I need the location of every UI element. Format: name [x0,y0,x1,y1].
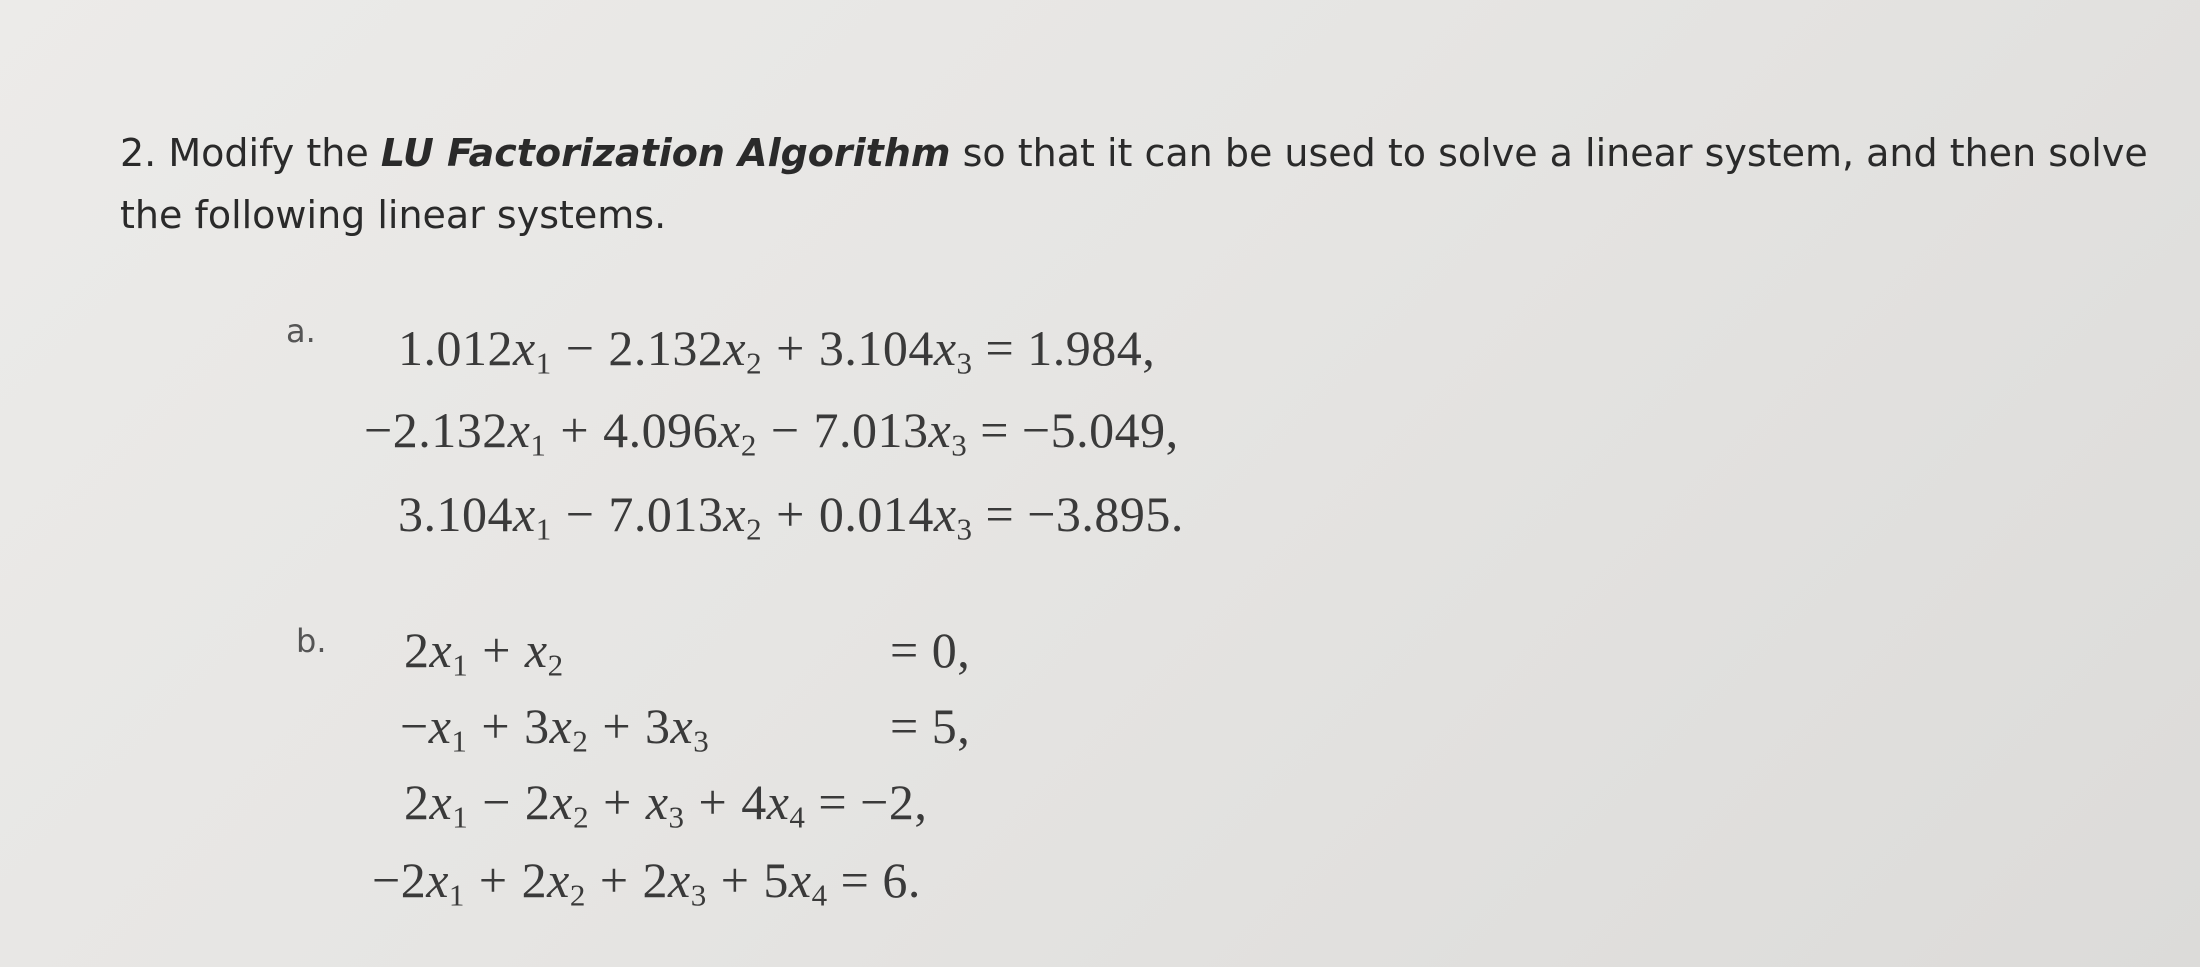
system-b-equation: $-x_1 + 3x_2 + 3x_3$ [400,698,710,759]
system-a-equation: $3.104x_1 - 7.013x_2 + 0.014x_3 = -3.895$. [398,486,1184,547]
system-b-rhs: = 5, [890,698,971,754]
problem-statement [120,122,2160,246]
algorithm-name: LU Factorization Algorithm [380,131,951,175]
problem-text-after: so that it can be used to solve a linear system, and then solve the following linear systems. [120,131,2148,237]
system-a-equation: $1.012x_1 - 2.132x_2 + 3.104x_3 = 1.984$, [398,320,1156,381]
system-b-equation: $2x_1 + x_2$ [404,622,564,683]
system-a-equation: $-2.132x_1 + 4.096x_2 - 7.013x_3 = -5.049$, [364,402,1179,463]
problem-number: 2. [120,131,157,175]
part-b-label: b. [296,622,327,660]
system-b-equation: $-2x_1 + 2x_2 + 2x_3 + 5x_4 = 6$. [372,852,921,913]
system-b-rhs: = 0, [890,622,971,678]
part-a-label: a. [286,312,316,350]
problem-text-before: Modify the [168,131,369,175]
system-b-equation: $2x_1 - 2x_2 + x_3 + 4x_4 = -2$, [404,774,928,835]
